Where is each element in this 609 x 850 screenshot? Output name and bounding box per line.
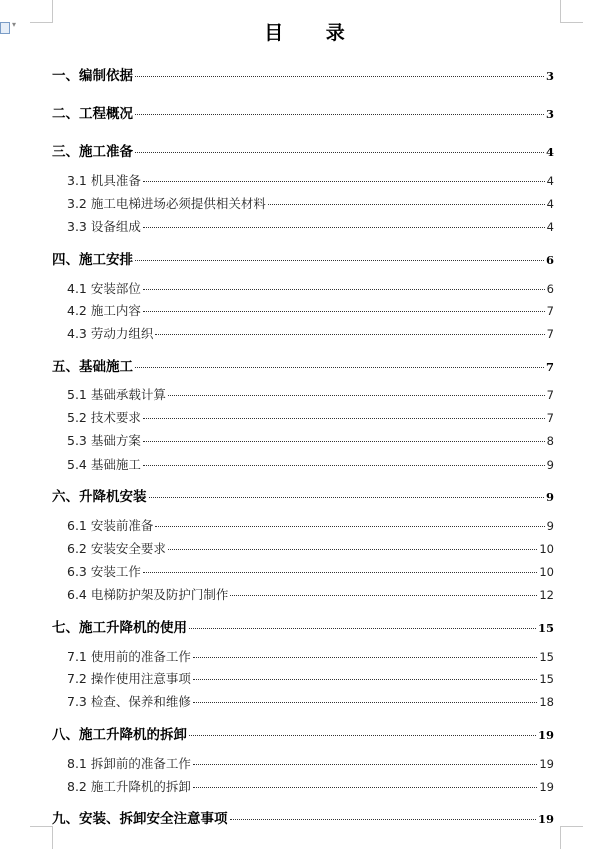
toc-entry-label: 七、施工升降机的使用 bbox=[52, 620, 187, 636]
toc-leader-dots bbox=[143, 418, 545, 419]
toc-leader-dots bbox=[193, 657, 538, 658]
toc-entry-page: 12 bbox=[539, 588, 554, 602]
toc-leader-dots bbox=[193, 787, 538, 788]
toc-entry[interactable] bbox=[52, 102, 554, 122]
toc-entry-page: 10 bbox=[539, 565, 554, 579]
chevron-down-icon[interactable]: ▾ bbox=[12, 20, 17, 29]
toc-leader-dots bbox=[135, 260, 544, 261]
toc-entry-label: 7.3 检查、保养和维修 bbox=[67, 694, 191, 709]
toc-leader-dots bbox=[268, 204, 545, 205]
toc-entry-label: 3.2 施工电梯进场必须提供相关材料 bbox=[67, 196, 266, 211]
toc-entry-page: 15 bbox=[539, 650, 554, 664]
toc-entry-label: 二、工程概况 bbox=[52, 106, 133, 122]
toc-leader-dots bbox=[189, 735, 536, 736]
toc-entry-page: 6 bbox=[546, 282, 554, 296]
toc-entry[interactable] bbox=[52, 807, 554, 827]
toc-entry[interactable] bbox=[67, 324, 554, 342]
toc-entry-page: 3 bbox=[545, 107, 554, 121]
toc-entry[interactable] bbox=[67, 279, 554, 297]
page-corner-mark bbox=[30, 826, 53, 849]
toc-entry-page: 15 bbox=[539, 672, 554, 686]
toc-entry-page: 19 bbox=[539, 757, 554, 771]
toc-entry-page: 9 bbox=[545, 490, 554, 504]
toc-entry-page: 8 bbox=[546, 434, 554, 448]
toc-entry-label: 5.1 基础承载计算 bbox=[67, 387, 166, 402]
toc-entry-label: 八、施工升降机的拆卸 bbox=[52, 727, 187, 743]
toc-entry[interactable] bbox=[67, 539, 554, 557]
toc-leader-dots bbox=[143, 465, 545, 466]
toc-leader-dots bbox=[143, 441, 545, 442]
toc-leader-dots bbox=[230, 595, 537, 596]
toc-entry[interactable] bbox=[67, 194, 554, 212]
toc-entry-label: 4.1 安装部位 bbox=[67, 281, 141, 296]
toc-entry-label: 一、编制依据 bbox=[52, 68, 133, 84]
toc-leader-dots bbox=[155, 526, 544, 527]
toc-entry-label: 6.4 电梯防护架及防护门制作 bbox=[67, 587, 229, 602]
toc-entry-label: 5.4 基础施工 bbox=[67, 457, 141, 472]
toc-leader-dots bbox=[135, 76, 544, 77]
toc-entry[interactable] bbox=[67, 455, 554, 473]
toc-entry[interactable] bbox=[67, 431, 554, 449]
toc-entry[interactable] bbox=[67, 754, 554, 772]
toc-entry-page: 7 bbox=[545, 360, 554, 374]
toc-entry[interactable] bbox=[67, 647, 554, 665]
toc-entry[interactable] bbox=[67, 385, 554, 403]
toc-entry-label: 4.3 劳动力组织 bbox=[67, 326, 154, 341]
toc-entry-page: 4 bbox=[545, 145, 554, 159]
toc-entry-label: 六、升降机安装 bbox=[52, 489, 147, 505]
toc-entry-label: 8.1 拆卸前的准备工作 bbox=[67, 756, 191, 771]
toc-entry-page: 9 bbox=[546, 519, 554, 533]
toc-entry-page: 4 bbox=[546, 197, 554, 211]
toc-entry[interactable] bbox=[52, 616, 554, 636]
toc-entry-label: 8.2 施工升降机的拆卸 bbox=[67, 779, 191, 794]
toc-leader-dots bbox=[193, 702, 538, 703]
toc-entry-label: 3.3 设备组成 bbox=[67, 219, 141, 234]
toc-leader-dots bbox=[168, 549, 538, 550]
toc-entry-label: 5.2 技术要求 bbox=[67, 410, 141, 425]
toc-entry-label: 6.3 安装工作 bbox=[67, 564, 141, 579]
toc-entry[interactable] bbox=[67, 301, 554, 319]
toc-entry-page: 7 bbox=[546, 304, 554, 318]
toc-entry-page: 4 bbox=[546, 220, 554, 234]
toc-entry-label: 7.2 操作使用注意事项 bbox=[67, 671, 191, 686]
toc-entry-label: 7.1 使用前的准备工作 bbox=[67, 649, 191, 664]
toc-entry-page: 7 bbox=[546, 411, 554, 425]
toc-entry-page: 18 bbox=[539, 695, 554, 709]
toc-leader-dots bbox=[143, 227, 545, 228]
toc-entry-label: 6.1 安装前准备 bbox=[67, 518, 154, 533]
toc-entry[interactable] bbox=[67, 562, 554, 580]
toc-leader-dots bbox=[193, 679, 538, 680]
toc-entry-label: 四、施工安排 bbox=[52, 252, 133, 268]
toc-entry-label: 3.1 机具准备 bbox=[67, 173, 141, 188]
toc-entry-label: 五、基础施工 bbox=[52, 359, 133, 375]
toc-entry-page: 19 bbox=[537, 728, 554, 742]
toc-entry-page: 3 bbox=[545, 69, 554, 83]
toc-entry[interactable] bbox=[52, 355, 554, 375]
toc-entry[interactable] bbox=[52, 64, 554, 84]
toc-entry[interactable] bbox=[67, 692, 554, 710]
toc-leader-dots bbox=[149, 497, 544, 498]
toc-entry-label: 5.3 基础方案 bbox=[67, 433, 141, 448]
toc-entry-label: 6.2 安装安全要求 bbox=[67, 541, 166, 556]
toc-leader-dots bbox=[193, 764, 538, 765]
toc-leader-dots bbox=[135, 152, 544, 153]
toc-entry[interactable] bbox=[67, 669, 554, 687]
toc-entry-page: 10 bbox=[539, 542, 554, 556]
toc-leader-dots bbox=[168, 395, 545, 396]
toc-entry[interactable] bbox=[67, 408, 554, 426]
toc-entry-page: 9 bbox=[546, 458, 554, 472]
toc-leader-dots bbox=[135, 114, 544, 115]
page-corner-mark bbox=[560, 826, 583, 849]
toc-entry-page: 7 bbox=[546, 388, 554, 402]
toc-entry-page: 19 bbox=[537, 812, 554, 826]
toc-leader-dots bbox=[230, 819, 536, 820]
toc-leader-dots bbox=[143, 572, 538, 573]
toc-entry[interactable] bbox=[67, 171, 554, 189]
toc-entry-label: 九、安装、拆卸安全注意事项 bbox=[52, 811, 228, 827]
toc-entry-page: 6 bbox=[545, 253, 554, 267]
toc-title: 目 录 bbox=[264, 22, 363, 44]
toc-entry[interactable] bbox=[67, 516, 554, 534]
toc-entry-label: 4.2 施工内容 bbox=[67, 303, 141, 318]
toc-entry[interactable] bbox=[67, 777, 554, 795]
toc-leader-dots bbox=[135, 367, 544, 368]
toc-leader-dots bbox=[143, 311, 545, 312]
toc-entry-page: 19 bbox=[539, 780, 554, 794]
toc-entry-page: 15 bbox=[537, 621, 554, 635]
toc-leader-dots bbox=[189, 628, 536, 629]
toc-entry-page: 4 bbox=[546, 174, 554, 188]
toc-entry[interactable] bbox=[67, 217, 554, 235]
toc-entry[interactable] bbox=[52, 485, 554, 505]
toc-entry[interactable] bbox=[67, 585, 554, 603]
toc-leader-dots bbox=[155, 334, 544, 335]
toc-leader-dots bbox=[143, 181, 545, 182]
toc-entry[interactable] bbox=[52, 723, 554, 743]
toc-leader-dots bbox=[143, 289, 545, 290]
toc-entry[interactable] bbox=[52, 140, 554, 160]
toc-entry-label: 三、施工准备 bbox=[52, 144, 133, 160]
toc-entry-page: 7 bbox=[546, 327, 554, 341]
toc-entry[interactable] bbox=[52, 248, 554, 268]
